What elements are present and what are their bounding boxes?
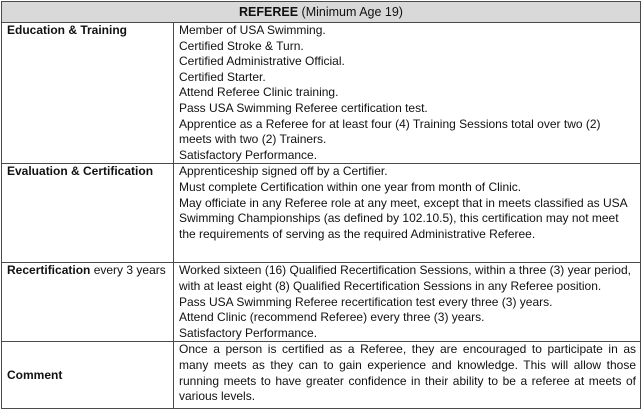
table-row [2,23,640,164]
list-item: Pass USA Swimming Referee recertification test every three (3) years. [179,294,553,309]
row-label-text: Comment [7,367,63,382]
row-label-text: Education & Training [7,23,128,37]
table-row [2,164,640,263]
list-item: Apprenticeship signed off by a Certifier. [179,164,388,179]
title-main: REFEREE [239,5,299,19]
row-label [2,342,174,409]
list-item: Must complete Certification within one year from month of Clinic. [179,179,522,194]
list-item: Attend Referee Clinic training. [179,85,339,100]
list-item: Certified Administrative Official. [179,54,345,69]
list-item: Satisfactory Performance. [179,325,318,340]
list-item: Apprentice as a Referee for at least four (4) Training Sessions total over two (2) meets with two (2) Trainers. [179,116,601,147]
list-item: Pass USA Swimming Referee certification test. [179,100,428,115]
row-content [174,164,641,263]
list-item: Attend Clinic (recommend Referee) every three (3) years. [179,310,485,325]
table-title [2,2,640,23]
row-label-text: Recertification [7,263,91,278]
row-content [174,342,641,409]
requirements-grid [2,23,640,408]
row-label-text: Evaluation & Certification [7,164,154,179]
row-label-frequency: every 3 years [93,263,166,278]
list-item: Worked sixteen (16) Qualified Recertification Sessions, within a three (3) year period, with at least eight (8) Qualified Recertification Sessions in any Referee position. [179,263,631,293]
table-row [2,342,640,409]
row-label [2,164,174,263]
referee-requirements-table [1,1,641,409]
list-item: Certified Stroke & Turn. [179,38,304,53]
table-row [2,263,640,342]
row-label [2,263,174,342]
list-item: Certified Starter. [179,69,266,84]
list-item: Satisfactory Performance. [179,147,318,162]
comment-text: Once a person is certified as a Referee, they are encouraged to participate in as many meets as they can to gain experience and knowledge. This will allow those running meets to have greater confidence in their ability to be a referee at meets of various levels. [179,342,636,404]
row-label [2,23,174,164]
row-content [174,263,641,342]
row-content [174,23,641,164]
list-item: Member of USA Swimming. [179,23,326,37]
list-item: May officiate in any Referee role at any meet, except that in meets classified as USA Swimming Championships (as defined by 102.10.5), this certification may not meet the requirements of serving as the required Administrative Referee. [179,195,628,241]
title-subtitle: (Minimum Age 19) [301,5,403,19]
